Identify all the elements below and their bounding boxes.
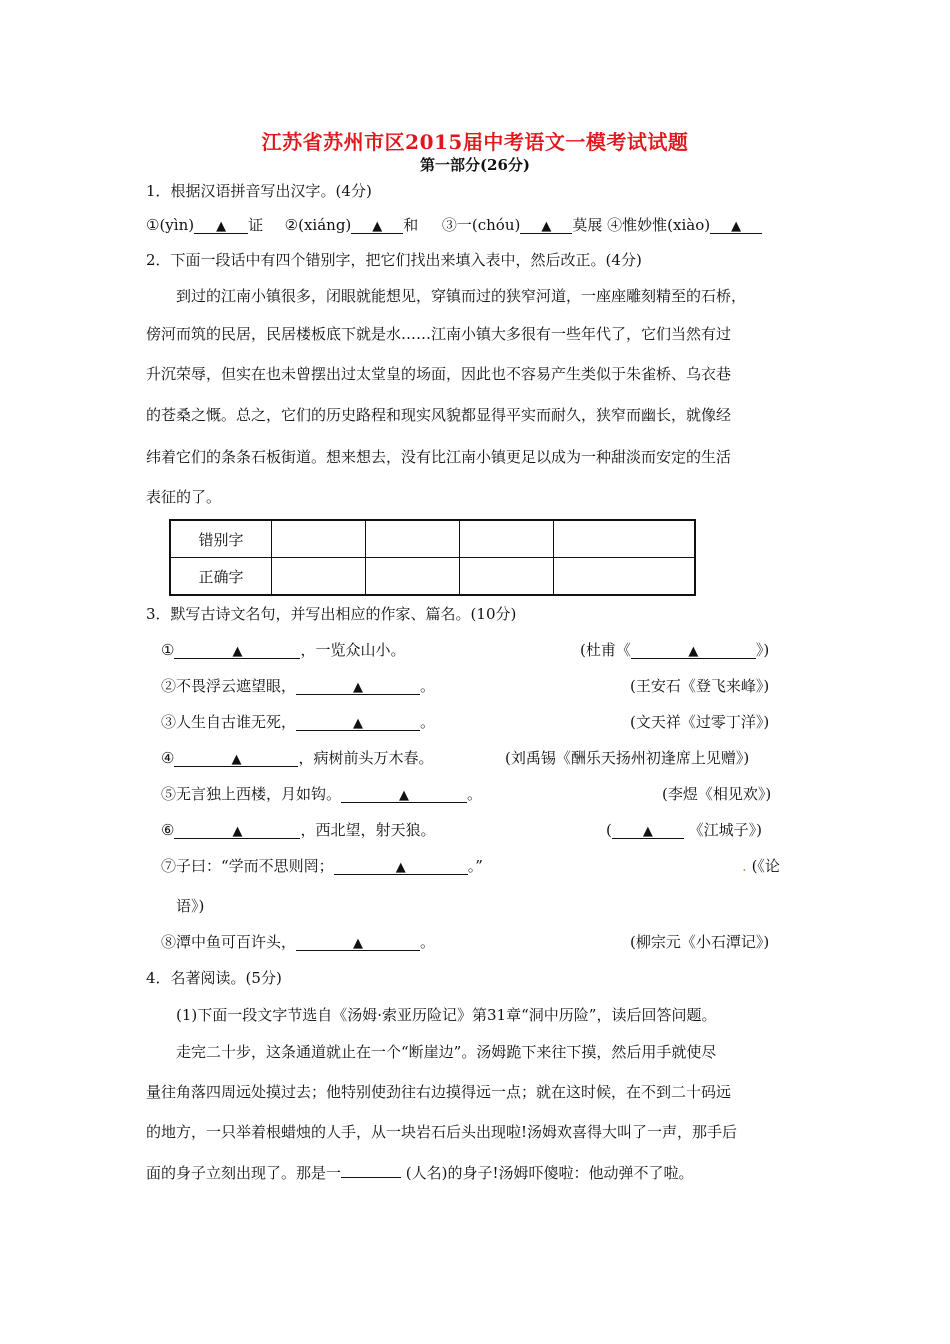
q3-stem: 3．默写古诗文名句，并写出相应的作家、篇名。(10分): [146, 605, 517, 623]
q4-line-1: 走完二十步，这条通道就止在一个“断崖边”。汤姆跪下来往下摸，然后用手就使尽: [176, 1043, 717, 1061]
table-cell[interactable]: [272, 558, 366, 596]
q3-item-6: ⑥ ▲ ，西北望，射天狼。: [161, 821, 436, 839]
row-header-wrong: 错别字: [170, 520, 272, 558]
q1-blank-4[interactable]: ▲: [710, 217, 762, 234]
q3-blank-8[interactable]: ▲: [296, 934, 420, 951]
q3-source-blank-1[interactable]: ▲: [631, 642, 756, 659]
row-header-correct: 正确字: [170, 558, 272, 596]
q3-blank-4[interactable]: ▲: [174, 750, 298, 767]
q3-item-4: ④ ▲ ，病树前头万木春。: [161, 749, 434, 767]
q3-source-8: (柳宗元《小石潭记》): [630, 933, 770, 951]
table-cell[interactable]: [554, 520, 695, 558]
q3-source-3: (文天祥《过零丁洋》): [630, 713, 770, 731]
q2-stem: 2．下面一段话中有四个错别字，把它们找出来填入表中，然后改正。(4分): [146, 251, 642, 269]
q4-name-blank[interactable]: [341, 1161, 401, 1178]
q1-blank-3[interactable]: ▲: [520, 217, 572, 234]
q3-source-blank-6[interactable]: ▲: [612, 822, 684, 839]
part-heading: 第一部分(26分): [419, 156, 531, 174]
q2-line-4: 的苍桑之慨。总之，它们的历史路程和现实风貌都显得平实而耐久，狭窄而幽长，就像经: [146, 406, 732, 424]
q3-source-7: . (《论: [742, 857, 780, 875]
q1-item-1-post: 证: [248, 216, 264, 234]
table-cell[interactable]: [272, 520, 366, 558]
q4-line-3: 的地方，一只举着根蜡烛的人手，从一块岩石后头出现啦!汤姆欢喜得大叫了一声，那手后: [146, 1123, 738, 1141]
q1-blank-2[interactable]: ▲: [351, 217, 403, 234]
q2-line-1: 到过的江南小镇很多，闭眼就能想见，穿镇而过的狭窄河道，一座座雕刻精至的石桥，: [176, 287, 747, 305]
table-cell[interactable]: [366, 520, 460, 558]
q3-source-2: (王安石《登飞来峰》): [630, 677, 770, 695]
table-row-wrong: [170, 520, 695, 558]
q1-blank-1[interactable]: ▲: [194, 217, 248, 234]
table-cell[interactable]: [366, 558, 460, 596]
q3-source-4: (刘禹锡《酬乐天扬州初逢席上见赠》): [505, 749, 750, 767]
q1-item-4-pre: ④惟妙惟(xiào): [607, 216, 711, 234]
q2-line-3: 升沉荣辱，但实在也未曾摆出过太堂皇的场面，因此也不容易产生类似于朱雀桥、乌衣巷: [146, 365, 732, 383]
q3-blank-6[interactable]: ▲: [174, 822, 300, 839]
q1-stem: 1．根据汉语拼音写出汉字。(4分): [146, 182, 372, 200]
table-cell[interactable]: [460, 558, 554, 596]
page-title: 江苏省苏州市区2015届中考语文一模考试试题: [261, 130, 689, 154]
q3-source-5: (李煜《相见欢》): [662, 785, 772, 803]
table-row-correct: [170, 558, 695, 596]
correction-table: [169, 519, 696, 596]
q3-blank-1[interactable]: ▲: [174, 642, 300, 659]
q4-line-2: 量往角落四周远处摸过去；他特别使劲往右边摸得远一点；就在这时候，在不到二十码远: [146, 1083, 732, 1101]
q1-items: [146, 214, 762, 235]
q4-sub1: (1)下面一段文字节选自《汤姆·索亚历险记》第31章“洞中历险”，读后回答问题。: [176, 1006, 717, 1024]
q1-item-3-post: 莫展: [572, 216, 603, 234]
q3-item-3: ③人生自古谁无死， ▲ 。: [161, 713, 436, 731]
q2-line-5: 纬着它们的条条石板街道。想来想去，没有比江南小镇更足以成为一种甜淡而安定的生活: [146, 448, 732, 466]
q1-item-1-pre: ①(yìn): [146, 216, 195, 234]
q3-item-2: ②不畏浮云遮望眼， ▲ 。: [161, 677, 436, 695]
q2-line-6: 表征的了。: [146, 488, 222, 506]
q3-source-6: ( ▲ 《江城子》): [606, 821, 762, 839]
q4-stem: 4．名著阅读。(5分): [146, 969, 282, 987]
q3-blank-3[interactable]: ▲: [296, 714, 420, 731]
table-cell[interactable]: [460, 520, 554, 558]
q2-line-2: 傍河而筑的民居，民居楼板底下就是水……江南小镇大多很有一些年代了，它们当然有过: [146, 325, 732, 343]
q3-blank-5[interactable]: ▲: [341, 786, 467, 803]
q3-item-8: ⑧潭中鱼可百许头， ▲ 。: [161, 933, 436, 951]
q1-item-2-pre: ②(xiáng): [284, 216, 352, 234]
q3-blank-7[interactable]: ▲: [334, 858, 468, 875]
q3-source-1: (杜甫《 ▲ 》): [580, 641, 770, 659]
q1-item-3-pre: ③一(chóu): [441, 216, 521, 234]
q3-item-7: ⑦子曰：“学而不思则罔； ▲ 。”: [161, 857, 483, 875]
q1-item-2-post: 和: [403, 216, 419, 234]
q3-item-5: ⑤无言独上西楼，月如钩。 ▲ 。: [161, 785, 483, 803]
q3-blank-2[interactable]: ▲: [296, 678, 420, 695]
q3-item-1: ① ▲ ，一览众山小。: [161, 641, 406, 659]
table-cell[interactable]: [554, 558, 695, 596]
q3-source-7-cont: 语》): [176, 897, 205, 915]
q4-line-4: 面的身子立刻出现了。那是一 (人名)的身子!汤姆吓傻啦：他动弹不了啦。: [146, 1161, 694, 1183]
